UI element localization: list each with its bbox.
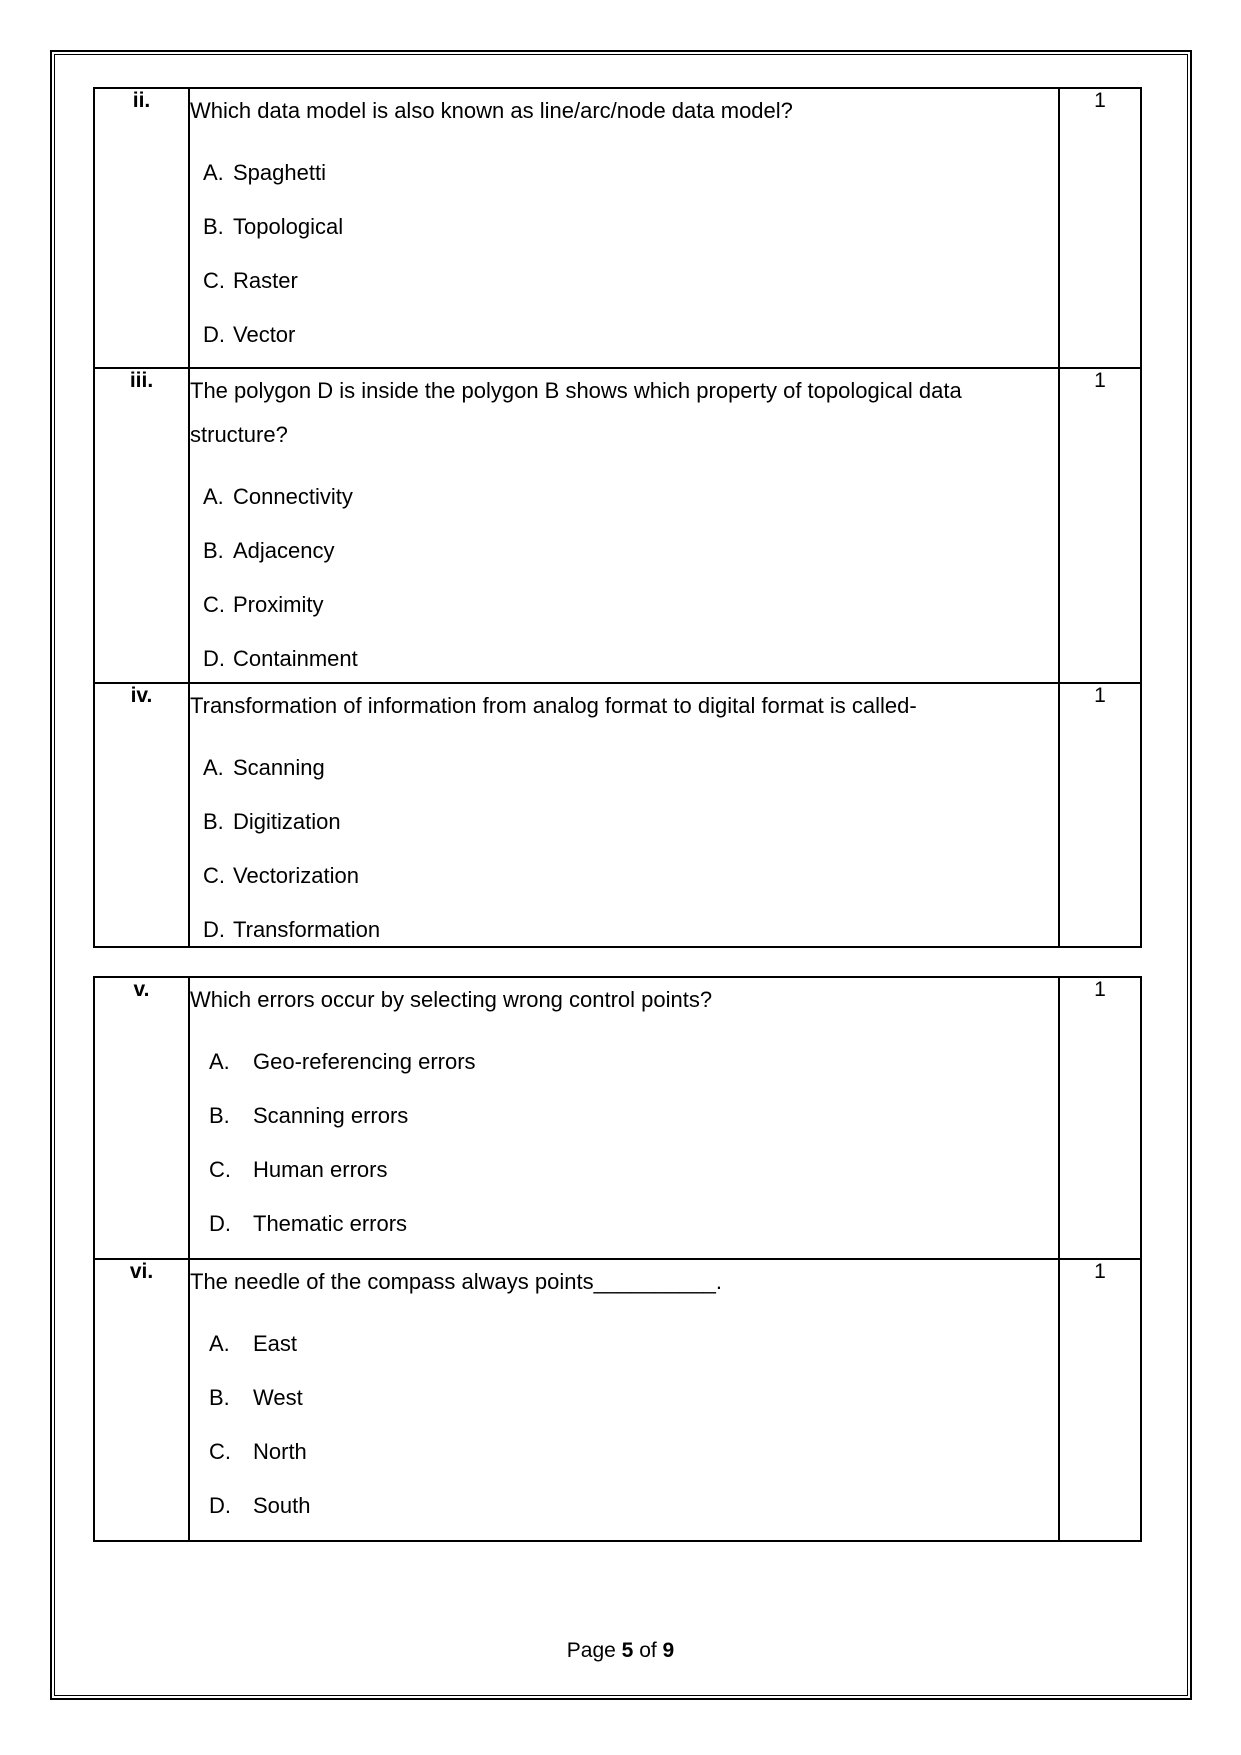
option-letter: D.	[209, 1493, 231, 1518]
option-text: Transformation	[233, 917, 381, 942]
option-text: Geo-referencing errors	[253, 1049, 476, 1074]
option-b	[203, 213, 1058, 241]
option-letter: C.	[203, 863, 225, 888]
option-letter: A.	[203, 484, 224, 509]
option-d	[203, 645, 1058, 673]
option-letter: B.	[209, 1103, 230, 1128]
option-letter: A.	[209, 1049, 230, 1074]
marks-value: 1	[1059, 977, 1141, 1259]
option-c	[209, 1438, 1058, 1466]
question-row-ii	[94, 88, 1141, 368]
option-text: Connectivity	[233, 484, 353, 509]
question-number: iii.	[94, 368, 189, 683]
option-letter: B.	[209, 1385, 230, 1410]
option-text: East	[253, 1331, 298, 1356]
option-letter: C.	[209, 1439, 231, 1464]
option-text: Thematic errors	[253, 1211, 408, 1236]
question-text: Which errors occur by selecting wrong control points?	[190, 987, 713, 1012]
option-text: Containment	[233, 646, 358, 671]
option-letter: D.	[203, 646, 225, 671]
question-row-v	[94, 977, 1141, 1259]
footer-prefix: Page	[566, 1639, 616, 1662]
question-cell	[189, 977, 1059, 1259]
option-c	[203, 862, 1058, 890]
option-text: Digitization	[233, 809, 341, 834]
option-b	[209, 1102, 1058, 1130]
option-text: Raster	[233, 268, 298, 293]
option-c	[209, 1156, 1058, 1184]
option-d	[209, 1492, 1058, 1520]
question-number: v.	[94, 977, 189, 1259]
marks-value: 1	[1059, 88, 1141, 368]
option-text: Human errors	[253, 1157, 388, 1182]
option-letter: A.	[203, 160, 224, 185]
question-cell	[189, 368, 1059, 683]
option-d	[203, 321, 1058, 349]
question-number: ii.	[94, 88, 189, 368]
option-d	[209, 1210, 1058, 1238]
option-text: South	[253, 1493, 311, 1518]
option-text: Topological	[233, 214, 344, 239]
question-text: The polygon D is inside the polygon B shows which property of topological data structure?	[190, 378, 962, 447]
option-letter: D.	[209, 1211, 231, 1236]
option-b	[203, 808, 1058, 836]
option-letter: B.	[203, 809, 224, 834]
option-letter: B.	[203, 538, 224, 563]
option-text: Spaghetti	[233, 160, 326, 185]
question-cell	[189, 88, 1059, 368]
option-b	[209, 1384, 1058, 1412]
question-text: Transformation of information from analog format to digital format is called-	[190, 693, 917, 718]
marks-value: 1	[1059, 1259, 1141, 1541]
option-c	[203, 267, 1058, 295]
option-a	[203, 483, 1058, 511]
option-text: Adjacency	[233, 538, 335, 563]
page-footer	[0, 1638, 1241, 1664]
question-text: Which data model is also known as line/arc/node data model?	[190, 98, 793, 123]
option-a	[203, 754, 1058, 782]
footer-of-label: of	[639, 1639, 657, 1662]
option-c	[203, 591, 1058, 619]
questions-table-1	[93, 87, 1142, 948]
option-a	[209, 1330, 1058, 1358]
option-letter: D.	[203, 322, 225, 347]
option-a	[209, 1048, 1058, 1076]
option-letter: D.	[203, 917, 225, 942]
questions-table-2	[93, 976, 1142, 1542]
option-text: Proximity	[233, 592, 324, 617]
option-letter: A.	[209, 1331, 230, 1356]
option-text: Scanning	[233, 755, 325, 780]
marks-value: 1	[1059, 368, 1141, 683]
option-text: Vector	[233, 322, 296, 347]
question-row-iv	[94, 683, 1141, 947]
option-letter: B.	[203, 214, 224, 239]
question-row-iii	[94, 368, 1141, 683]
question-number: vi.	[94, 1259, 189, 1541]
marks-value: 1	[1059, 683, 1141, 947]
option-text: North	[253, 1439, 307, 1464]
question-cell	[189, 1259, 1059, 1541]
option-letter: C.	[203, 268, 225, 293]
option-text: Scanning errors	[253, 1103, 409, 1128]
footer-total-pages: 9	[662, 1639, 675, 1662]
option-letter: A.	[203, 755, 224, 780]
option-b	[203, 537, 1058, 565]
option-text: West	[253, 1385, 303, 1410]
option-text: Vectorization	[233, 863, 359, 888]
question-text: The needle of the compass always points__________.	[190, 1269, 723, 1294]
question-row-vi	[94, 1259, 1141, 1541]
option-a	[203, 159, 1058, 187]
option-d	[203, 916, 1058, 944]
option-letter: C.	[209, 1157, 231, 1182]
footer-page-number: 5	[621, 1639, 634, 1662]
option-letter: C.	[203, 592, 225, 617]
question-number: iv.	[94, 683, 189, 947]
question-cell	[189, 683, 1059, 947]
